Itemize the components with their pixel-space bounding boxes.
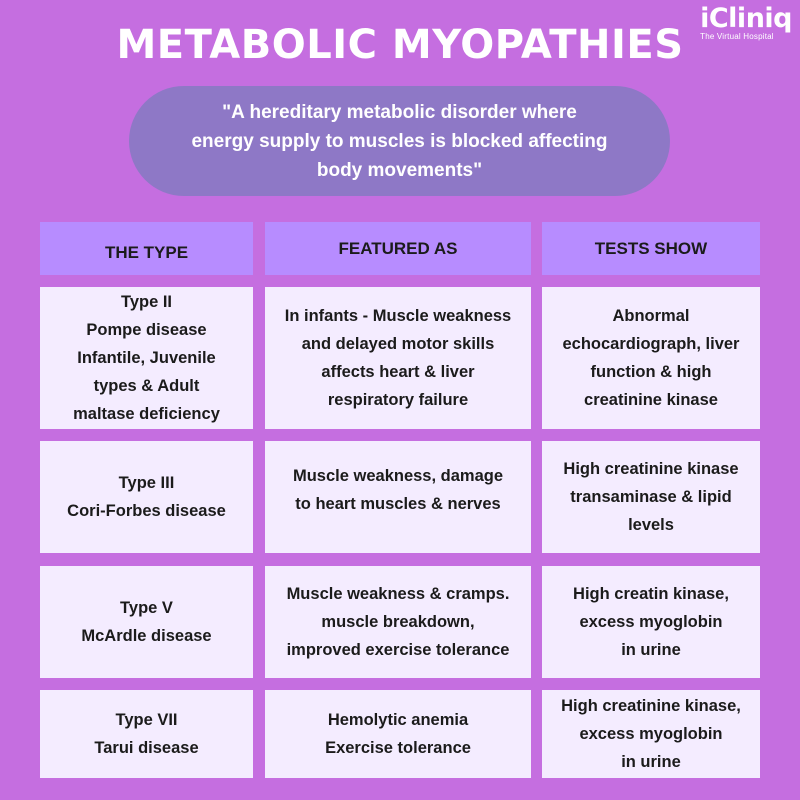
table-cell-tests: Abnormal echocardiograph, liver function & high creatinine kinase bbox=[542, 287, 760, 429]
table-cell-tests: High creatin kinase, excess myoglobin in urine bbox=[542, 566, 760, 678]
header-type: THE TYPE bbox=[40, 222, 253, 275]
brand-name: iCliniq bbox=[700, 3, 792, 34]
brand-tagline: The Virtual Hospital bbox=[700, 32, 774, 41]
definition-text: "A hereditary metabolic disorder where energy supply to muscles is blocked affecting body movements" bbox=[191, 101, 608, 181]
table-cell-tests: High creatinine kinase transaminase & lipid levels bbox=[542, 441, 760, 553]
definition-pill bbox=[129, 86, 670, 196]
table-cell-featured: In infants - Muscle weakness and delayed motor skills affects heart & liver respiratory failure bbox=[265, 287, 531, 429]
table-cell-type: Type VII Tarui disease bbox=[40, 690, 253, 778]
table-cell-tests: High creatinine kinase, excess myoglobin in urine bbox=[542, 690, 760, 778]
table-cell-type: Type V McArdle disease bbox=[40, 566, 253, 678]
page-title: METABOLIC MYOPATHIES bbox=[116, 22, 684, 68]
table-cell-featured: Muscle weakness, damage to heart muscles & nerves bbox=[265, 441, 531, 553]
header-tests: TESTS SHOW bbox=[542, 222, 760, 275]
table-cell-type: Type III Cori-Forbes disease bbox=[40, 441, 253, 553]
table-cell-featured: Hemolytic anemia Exercise tolerance bbox=[265, 690, 531, 778]
table-cell-type: Type II Pompe disease Infantile, Juvenile types & Adult maltase deficiency bbox=[40, 287, 253, 429]
table-cell-featured: Muscle weakness & cramps. muscle breakdown, improved exercise tolerance bbox=[265, 566, 531, 678]
header-featured: FEATURED AS bbox=[265, 222, 531, 275]
